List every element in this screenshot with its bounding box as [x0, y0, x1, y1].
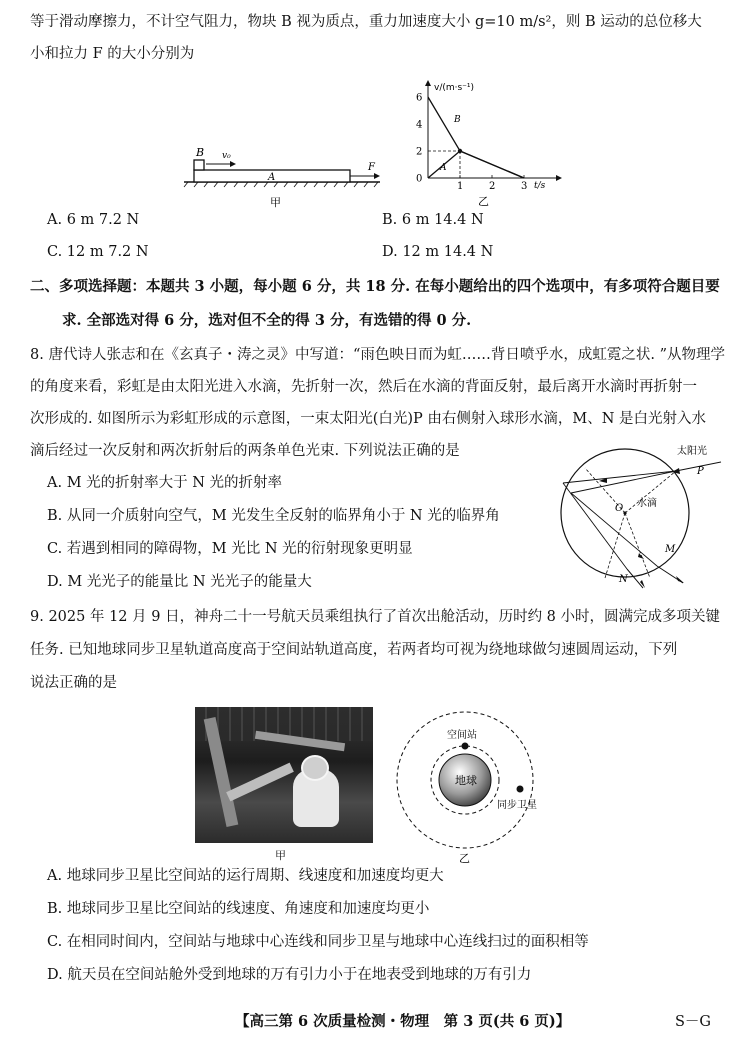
y-tick-label-6: 6 — [416, 92, 423, 104]
q8-text-line-3: 次形成的. 如图所示为彩虹形成的示意图，一束太阳光(白光)P 由右侧射入球形水滴，M、N 是白光射入水 — [30, 411, 707, 427]
figure-orbits — [385, 704, 545, 864]
q9-text-line-3: 说法正确的是 — [30, 675, 117, 691]
footer-code: S－G — [674, 1014, 711, 1030]
q7-text-line-1: 等于滑动摩擦力，不计空气阻力，物块 B 视为质点，重力加速度大小 g=10 m/s²，则 B 运动的总位移大 — [30, 14, 702, 30]
q7-option-d[interactable]: D. 12 m 14.4 N — [382, 244, 494, 260]
label-o: O — [615, 503, 624, 514]
label-f: F — [368, 162, 375, 173]
station-label: 空间站 — [447, 730, 477, 741]
caption-yi: 乙 — [478, 195, 489, 208]
sunlight-label: 太阳光 — [677, 446, 707, 457]
q9-option-c[interactable]: C. 在相同时间内，空间站与地球中心连线和同步卫星与地球中心连线扫过的面积相等 — [47, 934, 589, 950]
q9-text-line-1: 9. 2025 年 12 月 9 日，神舟二十一号航天员乘组执行了首次出舱活动，历时约 8 小时，圆满完成多项关键 — [30, 609, 721, 625]
caption-jia: 甲 — [270, 196, 281, 209]
q9-option-b[interactable]: B. 地球同步卫星比空间站的线速度、角速度和加速度均更小 — [47, 901, 430, 917]
q8-option-c[interactable]: C. 若遇到相同的障碍物，M 光比 N 光的衍射现象更明显 — [47, 541, 413, 557]
earth-label: 地球 — [455, 774, 477, 787]
label-v0: v₀ — [222, 151, 231, 161]
y-tick-label-0: 0 — [416, 173, 423, 185]
y-axis-label: v/(m·s⁻¹) — [434, 83, 475, 93]
y-tick-label-2: 2 — [416, 146, 423, 158]
series-label-a: A — [440, 163, 447, 173]
q8-option-a[interactable]: A. M 光的折射率大于 N 光的折射率 — [47, 475, 283, 491]
q9-text-line-2: 任务. 已知地球同步卫星轨道高度高于空间站轨道高度，若两者均可视为绕地球做匀速圆周运动，下列 — [30, 642, 678, 658]
caption-yi-orbit: 乙 — [459, 852, 470, 865]
q8-text-line-4: 滴后经过一次反射和两次折射后的两条单色光束. 下列说法正确的是 — [30, 443, 460, 459]
q7-option-c[interactable]: C. 12 m 7.2 N — [47, 244, 149, 260]
q9-option-a[interactable]: A. 地球同步卫星比空间站的运行周期、线速度和加速度均更大 — [47, 868, 444, 884]
q7-option-b[interactable]: B. 6 m 14.4 N — [382, 212, 484, 228]
satellite-label: 同步卫星 — [497, 800, 537, 811]
figure-yi-vt-graph — [410, 80, 560, 212]
space-station-dot — [462, 743, 469, 750]
intersection-point — [458, 149, 462, 153]
x-tick-label-3: 3 — [521, 181, 528, 192]
footer-title: 【高三第 6 次质量检测・物理 第 3 页(共 6 页)】 — [235, 1013, 571, 1030]
q8-option-b[interactable]: B. 从同一介质射向空气，M 光发生全反射的临界角小于 N 光的临界角 — [47, 508, 500, 524]
x-tick-label-2: 2 — [489, 181, 496, 192]
label-m: M — [665, 544, 676, 555]
x-tick-label-1: 1 — [457, 181, 464, 192]
photo-caption-jia: 甲 — [275, 849, 286, 862]
page-footer — [0, 1010, 739, 1030]
q8-text-line-1: 8. 唐代诗人张志和在《玄真子・涛之灵》中写道：“雨色映日而为虹……背日喷乎水，成虹霓之状. ”从物理学 — [30, 347, 725, 363]
x-axis-label: t/s — [534, 181, 546, 191]
q7-option-a[interactable]: A. 6 m 7.2 N — [47, 212, 140, 228]
label-b: B — [196, 146, 205, 159]
q8-text-line-2: 的角度来看，彩虹是由太阳光进入水滴，先折射一次，然后在水滴的背面反射，最后离开水滴时再折射一 — [30, 379, 697, 395]
q8-option-d[interactable]: D. M 光光子的能量比 N 光光子的能量大 — [47, 574, 312, 590]
label-a: A — [268, 172, 276, 183]
label-n: N — [619, 574, 628, 585]
series-label-b: B — [454, 115, 461, 125]
section2-heading-line-2: 求. 全部选对得 6 分，选对但不全的得 3 分，有选错的得 0 分. — [62, 312, 472, 329]
label-p: P — [697, 466, 704, 477]
figure-jia — [184, 140, 384, 210]
y-tick-label-4: 4 — [416, 119, 423, 131]
q7-text-line-2: 小和拉力 F 的大小分别为 — [30, 46, 195, 62]
water-drop-label: 水滴 — [637, 498, 657, 509]
q9-option-d[interactable]: D. 航天员在空间站舱外受到地球的万有引力小于在地表受到地球的万有引力 — [47, 967, 532, 983]
figure-water-droplet — [545, 438, 725, 588]
section2-heading-line-1: 二、多项选择题：本题共 3 小题，每小题 6 分，共 18 分. 在每小题给出的四个选项中，有多项符合题目要 — [30, 278, 720, 295]
block-b — [194, 160, 204, 170]
astronaut-photo — [195, 707, 373, 843]
satellite-dot — [517, 786, 524, 793]
